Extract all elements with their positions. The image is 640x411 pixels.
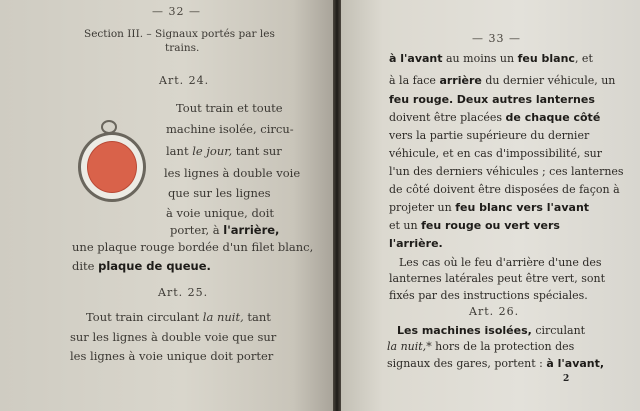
art24-heading: Art. 24. — [159, 74, 210, 87]
emphasis-text: à l'avant — [389, 52, 443, 65]
text-run: machine isolée, circu- — [166, 122, 294, 136]
right-page — [341, 0, 640, 411]
text-run: tant sur — [232, 144, 282, 158]
art25-heading: Art. 25. — [158, 286, 209, 299]
emphasis-text: de chaque côté — [505, 111, 601, 124]
text-line — [72, 259, 211, 273]
text-line — [168, 186, 271, 200]
footer-mark: 2 — [563, 374, 570, 384]
text-run: véhicule, et en cas d'impossibilité, sur — [389, 147, 602, 160]
text-line — [389, 93, 595, 106]
text-run: doivent être placées — [389, 111, 506, 124]
emphasis-text: feu blanc — [517, 52, 575, 65]
emphasis-text: l'arrière. — [389, 237, 443, 250]
text-run: signaux des gares, portent : — [387, 357, 547, 370]
book-gutter — [333, 0, 341, 411]
emphasis-text: Deux autres lanternes — [456, 93, 595, 106]
red-disc-icon — [87, 141, 137, 193]
text-run: et un — [389, 219, 422, 232]
text-run: * hors de la protection des — [426, 340, 575, 353]
section-heading-cont: trains. — [165, 42, 200, 54]
text-run: lanternes latérales peut être vert, sont — [389, 272, 605, 285]
text-run: que sur les lignes — [168, 186, 271, 200]
text-run: Tout train et toute — [176, 101, 283, 115]
text-run: , et — [574, 52, 593, 65]
text-run: circulant — [531, 324, 586, 337]
right-page-number: — 33 — — [472, 32, 521, 45]
emphasis-text: l'arrière, — [223, 223, 280, 237]
left-page-number: — 32 — — [152, 5, 201, 18]
italic-text: la nuit, — [202, 310, 244, 324]
text-line — [70, 349, 273, 363]
text-run: les lignes à double voie — [164, 166, 301, 180]
emphasis-text: arrière — [439, 74, 482, 87]
text-run: l'un des derniers véhicules ; ces lanternes — [389, 165, 624, 178]
text-line — [72, 240, 313, 254]
text-line — [86, 310, 271, 324]
text-run: les lignes à voie unique doit porter — [70, 349, 274, 363]
emphasis-text: feu rouge ou vert vers — [421, 219, 560, 232]
text-line — [389, 183, 620, 196]
text-run: au moins un — [442, 52, 518, 65]
text-line — [166, 144, 282, 158]
text-line — [389, 201, 589, 214]
section-heading: Section III. – Signaux portés par les — [84, 28, 275, 40]
text-line — [389, 219, 560, 232]
text-run: une plaque rouge bordée d'un filet blanc, — [72, 240, 314, 254]
text-run: projeter un — [389, 201, 456, 214]
text-line — [164, 166, 300, 180]
text-run: fixés par des instructions spéciales. — [389, 289, 588, 302]
text-line — [389, 111, 600, 124]
art26-heading: Art. 26. — [469, 305, 520, 318]
text-run: dite — [72, 259, 99, 273]
text-line — [389, 74, 615, 87]
text-line — [389, 129, 589, 142]
text-line — [389, 272, 605, 285]
text-line — [389, 165, 624, 178]
text-run: sur les lignes à double voie que sur — [70, 330, 277, 344]
emphasis-text: à l'avant, — [546, 357, 605, 370]
italic-text: la nuit, — [387, 340, 427, 353]
text-line — [389, 52, 593, 65]
emphasis-text: feu rouge. — [389, 93, 454, 106]
text-line — [166, 122, 294, 136]
italic-text: le jour, — [192, 144, 233, 158]
text-run: porter, à — [170, 223, 224, 237]
text-line — [387, 340, 574, 353]
text-run: du dernier véhicule, un — [481, 74, 616, 87]
text-run: lant — [166, 144, 193, 158]
text-run: de côté doivent être disposées de façon à — [389, 183, 620, 196]
text-run: vers la partie supérieure du dernier — [389, 129, 590, 142]
text-line — [389, 147, 602, 160]
text-line — [170, 223, 279, 237]
text-line — [399, 256, 602, 269]
emphasis-text: plaque de queue. — [98, 259, 211, 273]
text-line — [389, 237, 443, 250]
text-run: à la face — [389, 74, 440, 87]
text-run: Les cas où le feu d'arrière d'une des — [399, 256, 602, 269]
text-line — [387, 357, 604, 370]
emphasis-text: feu blanc vers l'avant — [455, 201, 590, 214]
text-line — [70, 330, 276, 344]
text-run: à voie unique, doit — [166, 206, 275, 220]
text-line — [176, 101, 283, 115]
text-run: tant — [243, 310, 271, 324]
text-line — [389, 289, 588, 302]
emphasis-text: Les machines isolées, — [397, 324, 532, 337]
text-line — [397, 324, 585, 337]
text-run: Tout train circulant — [86, 310, 203, 324]
text-line — [166, 206, 274, 220]
